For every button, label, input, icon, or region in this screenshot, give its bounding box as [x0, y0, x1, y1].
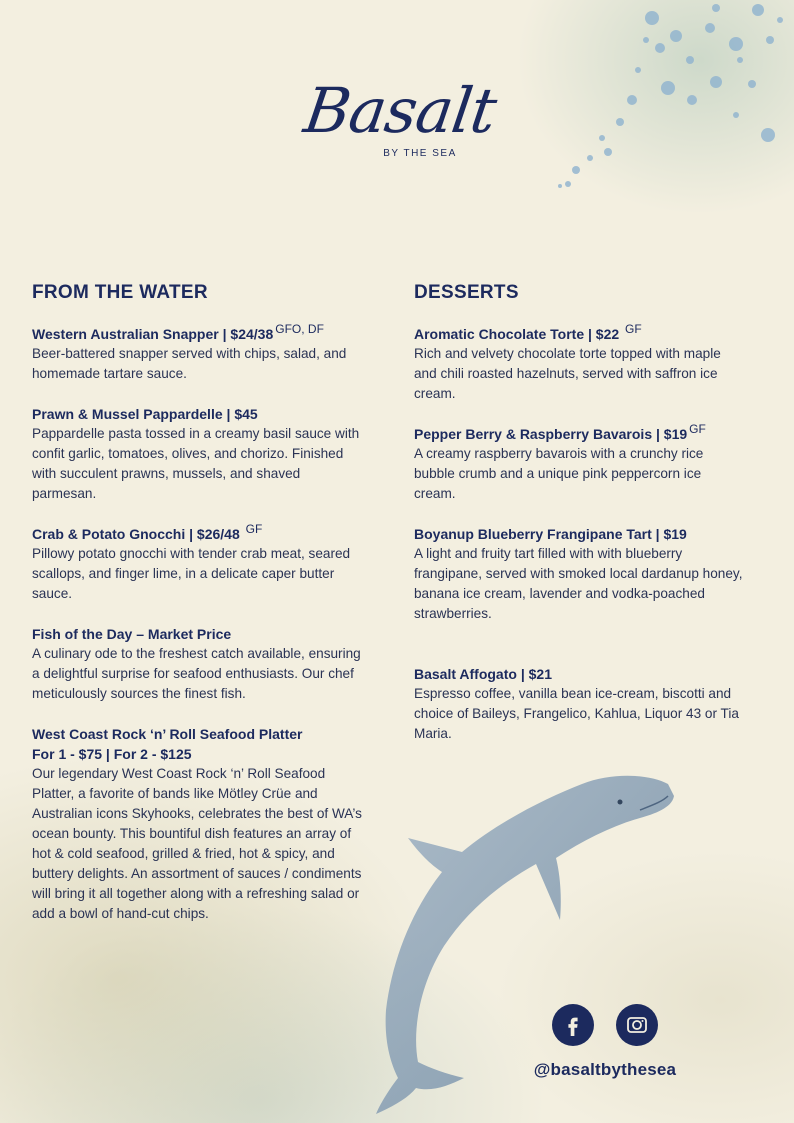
item-description: Espresso coffee, vanilla bean ice-cream, biscotti and choice of Baileys, Frangelico, Kahlua, Liquor 43 or Tia Maria.	[414, 686, 739, 741]
section-title: DESSERTS	[414, 282, 519, 303]
menu-item	[32, 624, 362, 704]
menu-item	[414, 424, 744, 504]
item-name: Western Australian Snapper | $24/38	[32, 326, 274, 342]
item-description: Beer-battered snapper served with chips, salad, and homemade tartare sauce.	[32, 346, 347, 381]
dietary-tag: GF	[245, 522, 263, 537]
item-name: Basalt Affogato | $21	[414, 666, 552, 682]
menu-item	[32, 724, 362, 924]
menu-item	[414, 524, 744, 624]
instagram-icon[interactable]	[616, 1004, 658, 1046]
dietary-tag: GF	[689, 422, 706, 437]
item-description: Our legendary West Coast Rock ‘n’ Roll Seafood Platter, a favorite of bands like Mötley Crüe and Australian icons Skyhooks, celebrates the best of WA’s ocean bounty. This bountiful dish features an array of hot & cold seafood, grilled & fried, hot & spicy, and buttery delights. An assortment of sauces / condiments will bring it all together along with a refreshing salad or add a bowl of hand-cut chips.	[32, 766, 362, 921]
facebook-icon-glyph	[562, 1014, 584, 1036]
menu-item	[32, 404, 362, 504]
social-icons	[520, 1004, 690, 1046]
facebook-icon[interactable]	[552, 1004, 594, 1046]
item-description: A culinary ode to the freshest catch available, ensuring a delightful surprise for seafood enthusiasts. Our chef meticulously sources the finest fish.	[32, 646, 361, 701]
menu-item	[32, 524, 362, 604]
item-price-line: For 1 - $75 | For 2 - $125	[32, 746, 192, 762]
item-description: A light and fruity tart filled with with blueberry frangipane, served with smoked local dardanup honey, banana ice cream, lavender and vodka-poached strawberries.	[414, 546, 743, 621]
item-name: Boyanup Blueberry Frangipane Tart | $19	[414, 526, 687, 542]
menu-item	[414, 324, 744, 404]
social-handle[interactable]: @basaltbythesea	[533, 1060, 677, 1079]
item-description: Rich and velvety chocolate torte topped with maple and chili roasted hazelnuts, served with saffron ice cream.	[414, 346, 721, 401]
dietary-tag: GFO, DF	[275, 322, 324, 337]
item-name: West Coast Rock ‘n’ Roll Seafood Platter	[32, 726, 303, 742]
item-name: Pepper Berry & Raspberry Bavarois | $19	[414, 426, 688, 442]
section-title: FROM THE WATER	[32, 282, 208, 303]
social-links	[520, 1004, 690, 1080]
item-description: Pappardelle pasta tossed in a creamy basil sauce with confit garlic, tomatoes, olives, and chorizo. Finished with succulent prawns, mussels, and shaved parmesan.	[32, 426, 360, 501]
item-name: Aromatic Chocolate Torte | $22	[414, 326, 620, 342]
item-description: Pillowy potato gnocchi with tender crab meat, seared scallops, and finger lime, in a delicate caper butter sauce.	[32, 546, 351, 601]
item-name: Prawn & Mussel Pappardelle | $45	[32, 406, 258, 422]
brand-logo	[299, 74, 501, 159]
bubbles-decoration	[540, 0, 794, 200]
instagram-icon-glyph	[625, 1013, 649, 1037]
logo-wordmark: Basalt	[299, 74, 501, 147]
dietary-tag: GF	[625, 322, 642, 337]
item-name: Fish of the Day – Market Price	[32, 626, 232, 642]
item-name: Crab & Potato Gnocchi | $26/48	[32, 526, 240, 542]
menu-item	[414, 664, 744, 744]
menu-item	[32, 324, 362, 384]
logo-subtitle: BY THE SEA	[383, 148, 457, 159]
desserts-section	[414, 282, 744, 764]
spacer	[414, 644, 744, 664]
from-the-water-section	[32, 282, 362, 944]
item-description: A creamy raspberry bavarois with a crunchy rice bubble crumb and a unique pink peppercorn ice cream.	[414, 446, 704, 501]
